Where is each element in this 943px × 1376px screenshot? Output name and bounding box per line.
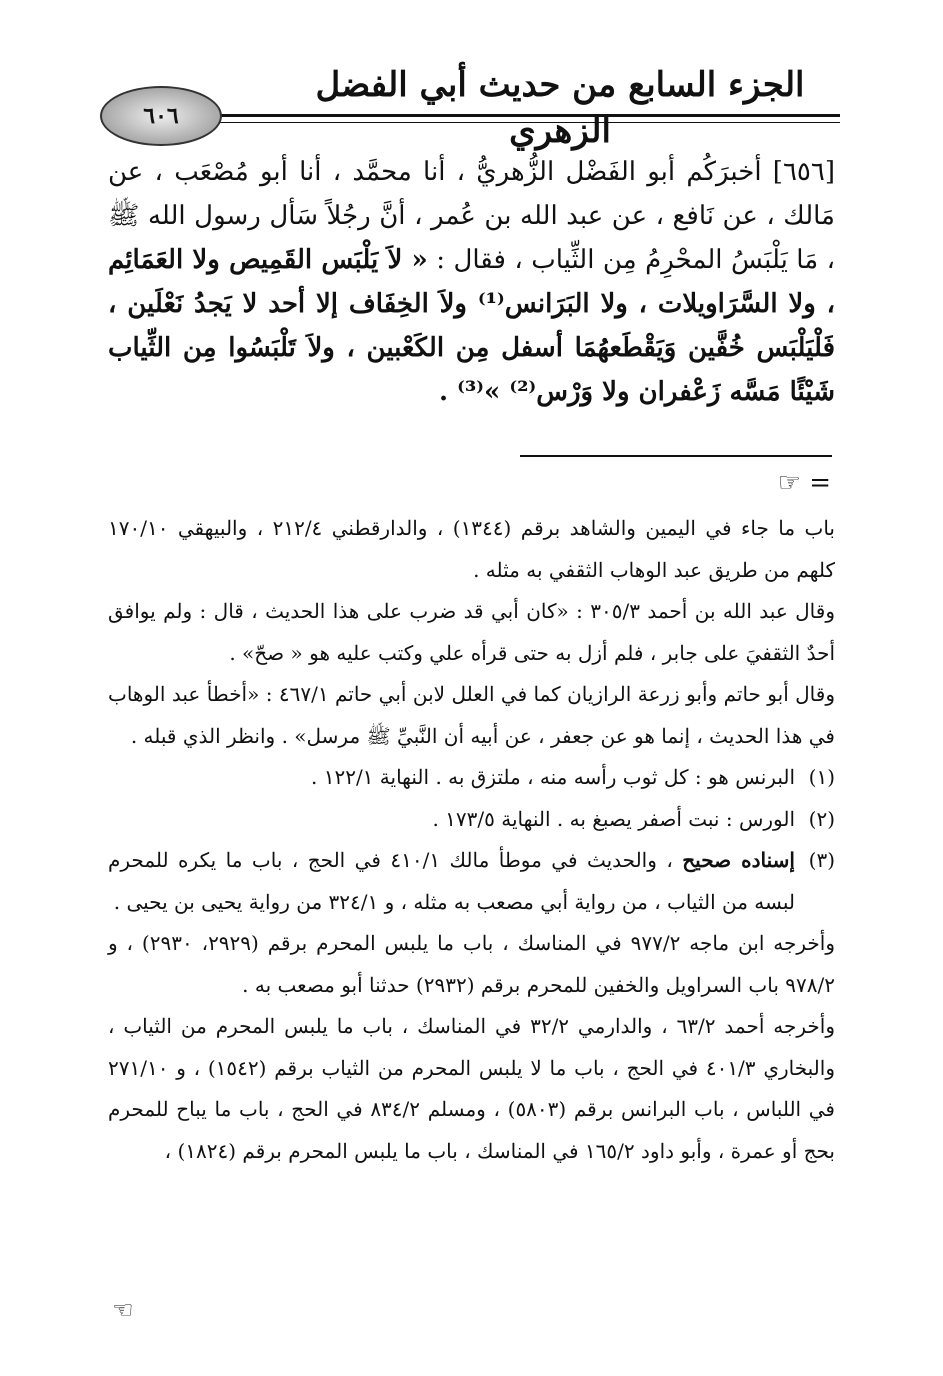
page-continues-icon: ☜ — [112, 1296, 134, 1324]
footnote-continued-paragraph: وقال أبو حاتم وأبو زرعة الرازيان كما في العلل لابن أبي حاتم ٤٦٧/١ : «أخطأ عبد الوهاب في هذا الحديث ، إنما هو عن جعفر ، عن أبيه أن النَّبيِّ ﷺ مرسل» . وانظر الذي قبله . — [108, 682, 835, 748]
page-number-badge: ٦٠٦ — [100, 86, 222, 146]
footnote-number: (٣) — [808, 848, 835, 872]
footnote-continued-paragraph: وقال عبد الله بن أحمد ٣٠٥/٣ : «كان أبي قد ضرب على هذا الحديث ، قال : ولم يوافق أحدٌ الثقفيَ على جابر ، فلم أزل به حتى قرأه علي وكتب عليه هو « صحّ» . — [108, 599, 835, 665]
hadith-intro: [٦٥٦] أخبرَكُم أبو الفَضْل الزُّهريُّ ، أنا محمَّد ، أنا أبو مُصْعَب ، عن مَالك ، عن نَافع ، عن عبد الله بن عُمر ، أنَّ رجُلاً سَأل رسول الله ﷺ ، مَا يَلْبَسُ المحْرِمُ مِن الثِّياب ، فقال : — [108, 157, 835, 275]
header-rule — [196, 114, 840, 123]
page-header — [100, 62, 840, 151]
footnote-number: (٢) — [808, 806, 835, 831]
footnote-continued-paragraph: باب ما جاء في اليمين والشاهد برقم (١٣٤٤) ، والدارقطني ٢١٢/٤ ، والبيهقي ١٧٠/١٠ كلهم من طريق عبد الوهاب الثقفي به مثله . — [108, 516, 835, 582]
hadith-paragraph — [108, 150, 835, 414]
footnote-text: الورس : نبت أصفر يصبغ به . النهاية ١٧٣/٥ . — [432, 806, 795, 831]
footnote-after-paragraph: وأخرجه ابن ماجه ٩٧٧/٢ في المناسك ، باب ما يلبس المحرم برقم (٢٩٢٩، ٢٩٣٠) ، و ٩٧٨/٢ باب السراويل والخفين للمحرم برقم (٢٩٣٢) حدثنا أبو مصعب به . — [108, 931, 835, 997]
footnote-item — [108, 840, 835, 923]
footnote-label: إسناده صحيح — [682, 848, 795, 872]
footnote-after-paragraph: وأخرجه أحمد ٦٣/٢ ، والدارمي ٣٢/٢ في المناسك ، باب ما يلبس المحرم من الثياب ، والبخاري ٤٠١/٣ في الحج ، باب ما لا يلبس المحرم من الثياب برقم (١٥٤٢) ، و ٢٧١/١٠ في اللباس ، باب البرانس برقم (٥٨٠٣) ، ومسلم ٨٣٤/٢ في الحج ، باب ما يباح للمحرم بحج أو عمرة ، وأبو داود ١٦٥/٢ في المناسك ، باب ما يلبس المحرم برقم (١٨٢٤) ، — [108, 1014, 835, 1163]
footnote-separator — [520, 455, 832, 457]
hadith-quote: « لاَ يَلْبَس القَمِيص ولا العَمَائِم ، ولا السَّرَاويلات ، ولا البَرَانس⁽¹⁾ ولاَ الخِفَاف إلا أحد لا يَجدُ نَعْلَين ، فَلْيَلْبَس خُفَّين وَيَقْطَعهُمَا أسفل مِن الكَعْبين ، ولاَ تَلْبَسُوا مِن الثِّياب شَيْئًا مَسَّه زَعْفران ولا وَرْس⁽²⁾ »⁽³⁾ . — [108, 245, 835, 407]
footnote-item — [108, 757, 835, 799]
continuation-mark: = ☞ — [777, 468, 831, 498]
footnote-number: (١) — [808, 765, 835, 789]
footnote-text — [108, 840, 795, 923]
footnote-body: ، والحديث في موطأ مالك ٤١٠/١ في الحج ، باب ما يكره للمحرم لبسه من الثياب ، من رواية أبي مصعب به مثله ، و ٣٢٤/١ من رواية يحيى بن يحيى . — [108, 848, 795, 914]
footnotes — [108, 508, 835, 1172]
hadith-text — [108, 150, 835, 414]
running-title: الجزء السابع من حديث أبي الفضل الزهري — [315, 65, 805, 151]
footnote-item — [108, 799, 835, 841]
footnote-text: البرنس هو : كل ثوب رأسه منه ، ملتزق به . النهاية ١٢٢/١ . — [311, 765, 795, 789]
